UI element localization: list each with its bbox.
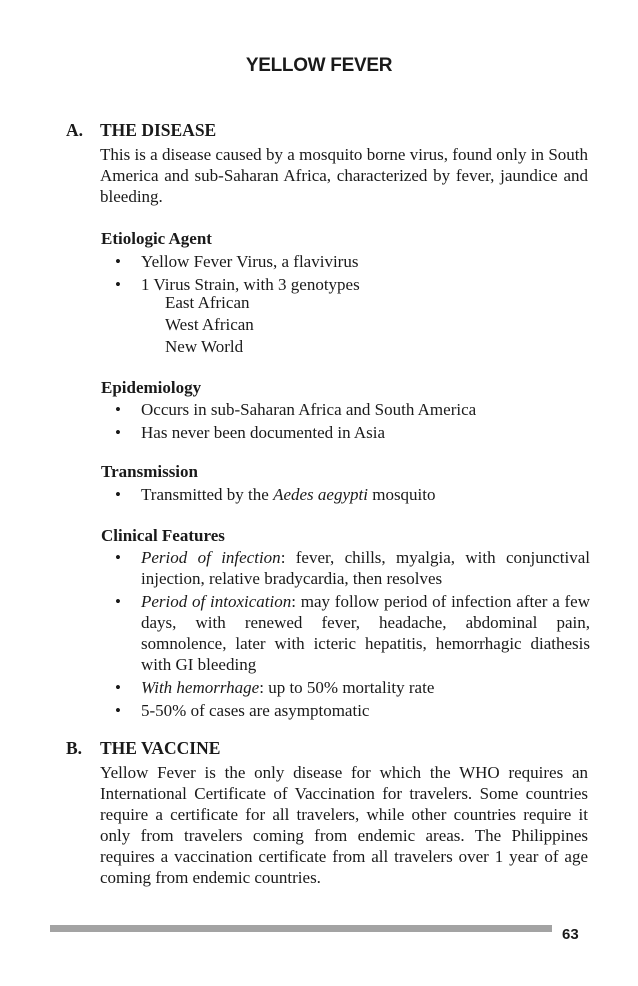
section-a-heading (66, 120, 216, 141)
clinical-list (100, 547, 590, 723)
list-item-label: With hemorrhage (141, 678, 260, 697)
bullet-icon: • (115, 275, 121, 294)
section-b-title: THE VACCINE (100, 738, 221, 758)
section-b-letter: B. (66, 738, 83, 758)
list-item-text: Occurs in sub-Saharan Africa and South America (141, 400, 477, 419)
list-item (100, 399, 590, 420)
bullet-icon: • (115, 548, 121, 567)
list-item (100, 700, 590, 721)
list-item-text: : up to 50% mortality rate (259, 678, 435, 697)
bullet-icon: • (115, 701, 121, 720)
bullet-icon: • (115, 400, 121, 419)
list-item-text: mosquito (367, 485, 436, 504)
list-item-text: 5-50% of cases are asymptomatic (141, 701, 370, 720)
section-b-heading (66, 738, 220, 759)
list-item-text: : fever, chills, myalgia, with conjunctival injection, relative bradycardia, then resolves (141, 548, 590, 588)
page-title: YELLOW FEVER (245, 55, 393, 76)
transmission-list (100, 484, 590, 507)
genotype-item: New World (165, 337, 244, 356)
etiologic-list (100, 251, 590, 295)
vaccine-body: Yellow Fever is the only disease for which the WHO requires an International Certificate of Vaccination for travelers. Some countries require a certificate for all travelers, while other countries require it only from travelers coming from endemic areas. The Philippines requires a vaccination certificate from all travelers over 1 year of age coming from endemic countries. (100, 763, 588, 887)
list-item (100, 484, 590, 505)
list-item (100, 547, 590, 589)
transmission-heading: Transmission (101, 462, 198, 481)
page-number: 63 (562, 926, 579, 943)
list-item-text: Yellow Fever Virus, a flavivirus (141, 252, 359, 271)
list-item-label: Period of intoxication (141, 592, 292, 611)
epidemiology-list (100, 399, 590, 445)
species-name: Aedes aegypti (273, 485, 368, 504)
list-item-text: : may follow period of infection after a few days, with renewed fever, headache, abdominal pain, somnolence, later with icteric hepatitis, hemorrhagic diathesis with GI bleeding (141, 592, 590, 674)
etiologic-heading: Etiologic Agent (101, 229, 212, 248)
list-item (100, 591, 590, 675)
bullet-icon: • (115, 252, 121, 271)
list-item (100, 251, 590, 272)
list-item (100, 677, 590, 698)
clinical-heading: Clinical Features (101, 526, 225, 545)
bullet-icon: • (115, 485, 121, 504)
list-item-label: Period of infection (141, 548, 281, 567)
list-item-text: 1 Virus Strain, with 3 genotypes (141, 275, 360, 294)
bullet-icon: • (115, 678, 121, 697)
genotype-item: West African (165, 315, 254, 334)
footer-bar (50, 925, 552, 932)
section-a-title: THE DISEASE (100, 120, 217, 140)
genotype-item: East African (165, 293, 250, 312)
genotype-list (165, 292, 254, 358)
section-a-letter: A. (66, 120, 84, 140)
list-item-text: Has never been documented in Asia (141, 423, 386, 442)
list-item-text: Transmitted by the (141, 485, 274, 504)
disease-intro: This is a disease caused by a mosquito borne virus, found only in South America and sub-Saharan Africa, characterized by fever, jaundice and bleeding. (100, 145, 588, 206)
bullet-icon: • (115, 592, 121, 611)
bullet-icon: • (115, 423, 121, 442)
epidemiology-heading: Epidemiology (101, 378, 202, 397)
list-item (100, 422, 590, 443)
